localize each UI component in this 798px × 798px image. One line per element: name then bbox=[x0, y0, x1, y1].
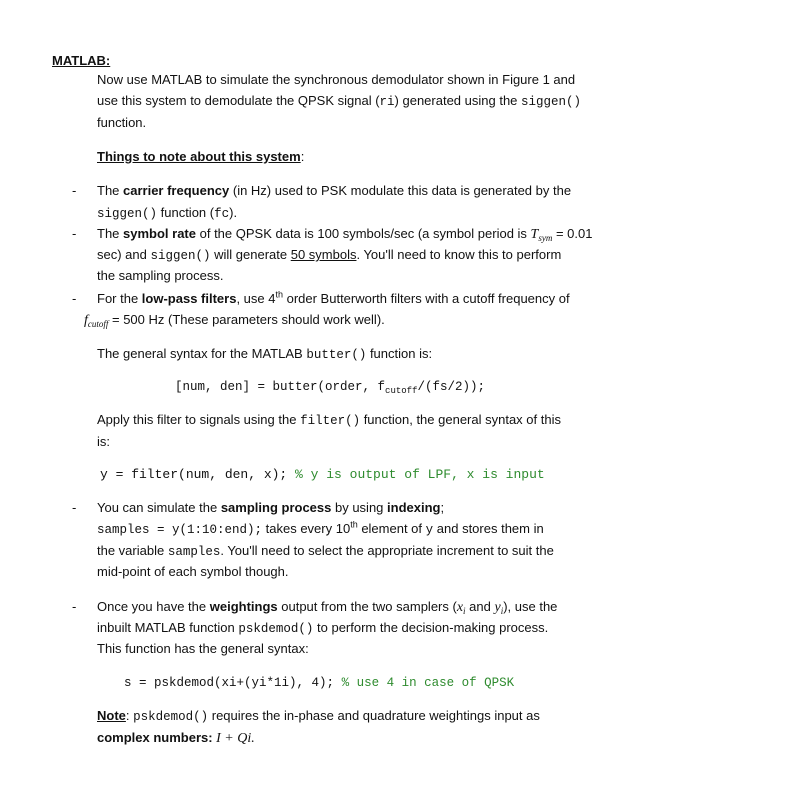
text: For the bbox=[97, 291, 142, 306]
filter-description bbox=[97, 412, 561, 429]
underlined-text: 50 symbols bbox=[290, 247, 357, 262]
math-sub: sym bbox=[538, 233, 553, 243]
code-siggen: siggen() bbox=[521, 95, 582, 109]
text: You can simulate the bbox=[97, 500, 221, 515]
math-sub: cutoff bbox=[87, 319, 109, 329]
text: will generate bbox=[210, 247, 291, 262]
bullet-line bbox=[97, 543, 554, 560]
intro-text: Now use MATLAB to simulate the synchronous demodulator shown in Figure 1 and bbox=[97, 72, 576, 87]
code-text: s = pskdemod(xi+(yi*1i), 4); bbox=[124, 676, 335, 690]
text: Apply this filter to signals using the bbox=[97, 412, 301, 427]
butter-code-line bbox=[175, 379, 485, 396]
bullet-line bbox=[97, 599, 557, 616]
bold-text: complex numbers: bbox=[97, 730, 213, 745]
bullet-line bbox=[97, 291, 570, 307]
code-text: /(fs/2)); bbox=[417, 380, 485, 394]
text: element of bbox=[357, 521, 426, 536]
text: takes every 10 bbox=[262, 521, 351, 536]
bold-text: sampling process bbox=[220, 500, 332, 515]
bullet-line bbox=[84, 312, 385, 329]
bullet-dash: - bbox=[72, 599, 77, 614]
note-line bbox=[97, 708, 540, 725]
bullet-line bbox=[97, 521, 544, 538]
bold-text: weightings bbox=[209, 599, 278, 614]
text: Once you have the bbox=[97, 599, 210, 614]
bullet-line: This function has the general syntax: bbox=[97, 641, 309, 656]
text: (in Hz) used to PSK modulate this data is generated by the bbox=[229, 183, 572, 198]
intro-text: function. bbox=[97, 115, 147, 130]
filter-description-end: is: bbox=[97, 434, 110, 449]
bold-text: indexing bbox=[387, 500, 441, 515]
code-sub: cutoff bbox=[385, 386, 418, 396]
text: : bbox=[125, 708, 134, 723]
bold-text: low-pass filters bbox=[141, 291, 237, 306]
math-sub: i bbox=[463, 606, 466, 616]
code-y: y bbox=[425, 523, 434, 537]
pskdemod-code-line bbox=[124, 675, 514, 691]
bullet-dash: - bbox=[72, 183, 77, 198]
note-line bbox=[97, 730, 255, 747]
text: . You'll need to know this to perform bbox=[356, 247, 562, 262]
intro-text: use this system to demodulate the QPSK signal ( bbox=[97, 93, 380, 108]
text: inbuilt MATLAB function bbox=[97, 620, 239, 635]
intro-text: ) generated using the bbox=[394, 93, 522, 108]
text: sec) and bbox=[97, 247, 151, 262]
math-complex: I + Qi. bbox=[212, 731, 255, 746]
text: The bbox=[97, 226, 124, 241]
text: ; bbox=[440, 500, 445, 515]
text: requires the in-phase and quadrature weightings input as bbox=[208, 708, 540, 723]
bullet-line bbox=[97, 247, 561, 264]
bullet-dash: - bbox=[72, 291, 77, 306]
text: order Butterworth filters with a cutoff frequency of bbox=[282, 291, 570, 306]
code-text: y = filter(num, den, x); bbox=[100, 467, 288, 482]
text: = 0.01 bbox=[552, 226, 593, 241]
intro-line-1 bbox=[97, 72, 575, 88]
code-text: [num, den] = butter(order, f bbox=[175, 380, 386, 394]
code-butter: butter() bbox=[306, 348, 367, 362]
text: ), use the bbox=[503, 599, 558, 614]
text: the sampling process. bbox=[97, 268, 224, 283]
code-comment: % y is output of LPF, x is input bbox=[295, 467, 545, 482]
bullet-dash: - bbox=[72, 500, 77, 515]
code-siggen: siggen() bbox=[150, 249, 211, 263]
filter-code-line bbox=[100, 467, 545, 483]
text: output from the two samplers ( bbox=[277, 599, 457, 614]
text: The bbox=[97, 183, 124, 198]
code-fc: fc bbox=[214, 207, 230, 221]
text: by using bbox=[331, 500, 388, 515]
text: of the QPSK data is 100 symbols/sec (a symbol period is bbox=[196, 226, 531, 241]
note-label: Note bbox=[97, 708, 126, 723]
bullet-line: mid-point of each symbol though. bbox=[97, 564, 289, 579]
bullet-line bbox=[97, 500, 444, 516]
code-siggen: siggen() bbox=[97, 207, 158, 221]
code-pskdemod: pskdemod() bbox=[238, 622, 314, 636]
math-f: f bbox=[84, 313, 88, 328]
text: , use 4 bbox=[236, 291, 276, 306]
math-T: T bbox=[530, 227, 539, 242]
bullet-line bbox=[97, 268, 223, 284]
intro-line-3 bbox=[97, 115, 146, 131]
bullet-line bbox=[97, 620, 548, 637]
math-sub: i bbox=[500, 606, 504, 616]
math-y: y bbox=[494, 600, 501, 615]
bold-text: carrier frequency bbox=[123, 183, 230, 198]
text: = 500 Hz (These parameters should work well). bbox=[108, 312, 385, 327]
things-heading-colon: : bbox=[300, 149, 305, 164]
superscript: th bbox=[350, 519, 358, 530]
code-samples: samples bbox=[167, 545, 221, 559]
bullet-line bbox=[97, 183, 571, 199]
bullet-dash: - bbox=[72, 226, 77, 241]
text: the variable bbox=[97, 543, 168, 558]
math-x: x bbox=[456, 600, 464, 615]
text: to perform the decision-making process. bbox=[313, 620, 549, 635]
code-comment: % use 4 in case of QPSK bbox=[341, 676, 515, 690]
text: . You'll need to select the appropriate increment to suit the bbox=[220, 543, 554, 558]
intro-line-2 bbox=[97, 93, 581, 110]
code-samples: samples = y(1:10:end); bbox=[97, 523, 263, 537]
code-filter: filter() bbox=[300, 414, 361, 428]
text: function is: bbox=[366, 346, 433, 361]
text: function, the general syntax of this bbox=[360, 412, 561, 427]
text: function ( bbox=[157, 205, 215, 220]
bold-text: symbol rate bbox=[123, 226, 196, 241]
code-ri: ri bbox=[379, 95, 395, 109]
text: The general syntax for the MATLAB bbox=[97, 346, 307, 361]
butter-description bbox=[97, 346, 432, 363]
bullet-line bbox=[97, 205, 237, 222]
text: and bbox=[465, 599, 495, 614]
text: and stores them in bbox=[433, 521, 544, 536]
text: ). bbox=[229, 205, 238, 220]
things-heading-text: Things to note about this system bbox=[97, 149, 301, 164]
things-heading bbox=[97, 149, 304, 165]
code-pskdemod: pskdemod() bbox=[133, 710, 209, 724]
bullet-line bbox=[97, 226, 592, 243]
matlab-heading: MATLAB: bbox=[52, 53, 111, 68]
superscript: th bbox=[275, 289, 283, 300]
